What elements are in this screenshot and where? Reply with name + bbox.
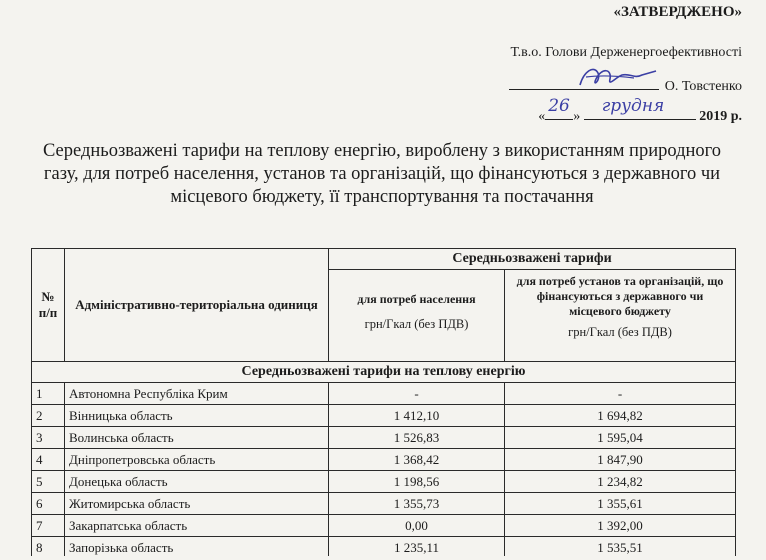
approval-block bbox=[412, 4, 742, 127]
column-header-unit: Адміністративно-територіальна одиниця bbox=[65, 249, 329, 362]
row-population-tariff: 1 355,73 bbox=[329, 493, 505, 515]
row-population-tariff: 1 526,83 bbox=[329, 427, 505, 449]
table-row bbox=[32, 449, 736, 471]
table-body bbox=[32, 383, 736, 559]
row-population-tariff: 1 235,11 bbox=[329, 537, 505, 559]
column-header-population bbox=[329, 270, 505, 362]
row-institutions-tariff: 1 234,82 bbox=[505, 471, 736, 493]
table-row bbox=[32, 493, 736, 515]
row-institutions-tariff: 1 355,61 bbox=[505, 493, 736, 515]
row-population-tariff: 1 412,10 bbox=[329, 405, 505, 427]
row-region: Дніпропетровська область bbox=[65, 449, 329, 471]
date-year: 2019 р. bbox=[699, 109, 742, 124]
approval-signer: О. Товстенко bbox=[664, 79, 742, 94]
column-header-institutions bbox=[505, 270, 736, 362]
row-population-tariff: 0,00 bbox=[329, 515, 505, 537]
institutions-unit: грн/Гкал (без ПДВ) bbox=[568, 325, 672, 339]
column-header-tariffs: Середньозважені тарифи bbox=[329, 249, 736, 270]
approval-title: «ЗАТВЕРДЖЕНО» bbox=[613, 4, 742, 20]
row-region: Житомирська область bbox=[65, 493, 329, 515]
section-heading: Середньозважені тарифи на теплову енергію bbox=[32, 362, 736, 383]
institutions-label: для потреб установ та організацій, що фінансуються з державного чи місцевого бюджету bbox=[516, 274, 724, 318]
row-region: Закарпатська область bbox=[65, 515, 329, 537]
row-number: 4 bbox=[32, 449, 65, 471]
row-institutions-tariff: 1 595,04 bbox=[505, 427, 736, 449]
approval-position: Т.в.о. Голови Держенергоефективності bbox=[510, 45, 742, 60]
tariff-table bbox=[31, 248, 736, 559]
row-number: 3 bbox=[32, 427, 65, 449]
row-institutions-tariff: 1 535,51 bbox=[505, 537, 736, 559]
row-region: Волинська область bbox=[65, 427, 329, 449]
row-number: 2 bbox=[32, 405, 65, 427]
table-row bbox=[32, 427, 736, 449]
row-number: 6 bbox=[32, 493, 65, 515]
row-institutions-tariff: 1 847,90 bbox=[505, 449, 736, 471]
table-row bbox=[32, 383, 736, 405]
row-population-tariff: 1 198,56 bbox=[329, 471, 505, 493]
date-mid: » bbox=[573, 109, 581, 124]
population-label: для потреб населення bbox=[357, 292, 476, 306]
row-institutions-tariff: - bbox=[505, 383, 736, 405]
document-title: Середньозважені тарифи на теплову енергію, вироблену з використанням природного газу, для потреб населення, установ та організацій, що фінансуються з державного чи місцевого бюджету, її транспортування та постачання bbox=[42, 141, 722, 207]
date-month-field bbox=[584, 96, 696, 120]
table-row bbox=[32, 515, 736, 537]
column-header-number: № п/п bbox=[32, 249, 65, 362]
page-cutoff bbox=[0, 556, 766, 560]
row-number: 1 bbox=[32, 383, 65, 405]
signature-icon bbox=[572, 57, 662, 97]
row-number: 8 bbox=[32, 537, 65, 559]
approval-date bbox=[412, 96, 742, 127]
row-region: Автономна Республіка Крим bbox=[65, 383, 329, 405]
row-region: Донецька область bbox=[65, 471, 329, 493]
table-row bbox=[32, 471, 736, 493]
table-row bbox=[32, 405, 736, 427]
row-institutions-tariff: 1 392,00 bbox=[505, 515, 736, 537]
population-unit: грн/Гкал (без ПДВ) bbox=[364, 317, 469, 331]
row-region: Вінницька область bbox=[65, 405, 329, 427]
row-institutions-tariff: 1 694,82 bbox=[505, 405, 736, 427]
date-day-field bbox=[545, 96, 573, 120]
row-population-tariff: - bbox=[329, 383, 505, 405]
approval-signature-line bbox=[412, 75, 742, 97]
row-number: 5 bbox=[32, 471, 65, 493]
row-population-tariff: 1 368,42 bbox=[329, 449, 505, 471]
row-number: 7 bbox=[32, 515, 65, 537]
row-region: Запорізька область bbox=[65, 537, 329, 559]
date-day: 26 bbox=[548, 96, 570, 116]
date-month: грудня bbox=[601, 96, 665, 116]
date-prefix: « bbox=[538, 109, 546, 124]
